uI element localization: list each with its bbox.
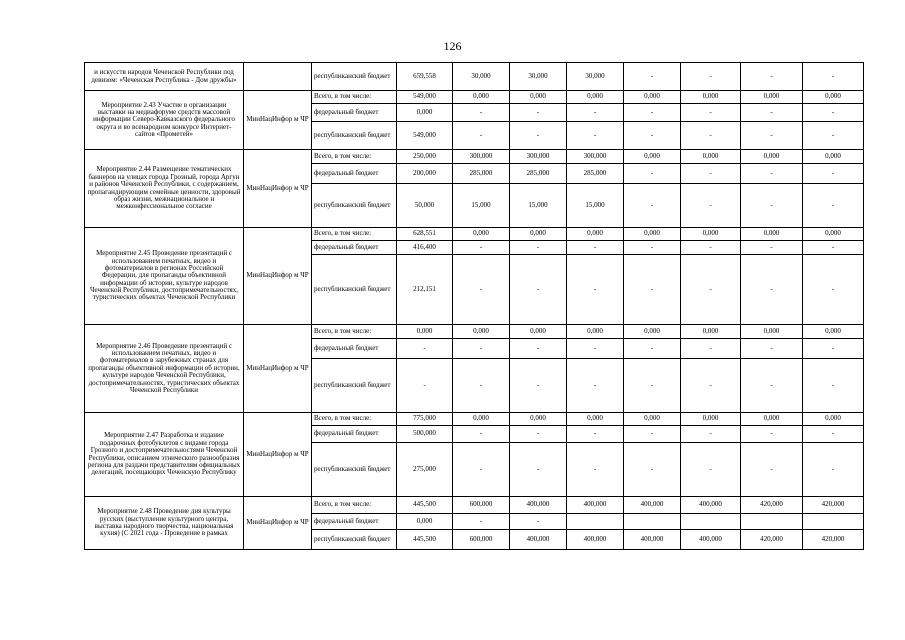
amount-cell: - [741,63,803,91]
amount-cell: 0,000 [741,228,803,241]
amount-cell: 420,000 [741,530,803,550]
amount-cell [803,514,864,530]
amount-cell: 400,000 [567,530,624,550]
funding-source-cell: Всего, в том числе: [312,497,397,514]
executor-cell [244,63,312,91]
amount-cell: 400,000 [624,497,681,514]
funding-source-cell: Всего, в том числе: [312,228,397,241]
amount-cell: - [624,443,681,497]
amount-cell: 0,000 [803,91,864,104]
table-row [85,325,864,339]
funding-source-cell: Всего, в том числе: [312,413,397,426]
amount-cell: 549,000 [397,122,453,150]
amount-cell: 0,000 [741,325,803,339]
amount-cell: 445,500 [397,497,453,514]
amount-cell: - [803,255,864,325]
amount-cell: - [803,359,864,413]
amount-cell: 0,000 [453,325,510,339]
amount-cell [741,514,803,530]
amount-cell: 0,000 [803,413,864,426]
amount-cell: - [681,104,741,122]
table-row [85,91,864,104]
amount-cell: - [453,443,510,497]
amount-cell: - [803,184,864,228]
amount-cell: - [741,255,803,325]
amount-cell: 15,000 [453,184,510,228]
amount-cell: 445,500 [397,530,453,550]
measure-description: Мероприятие 2.43 Участие в организации выставки на медиафоруме средств массовой информации Северо-Кавказского федерального округа и во всенародном конкурсе Интернет-сайтов «Прометей» [85,91,244,150]
amount-cell: - [397,359,453,413]
amount-cell: - [681,426,741,443]
amount-cell [567,514,624,530]
funding-source-cell: республиканский бюджет [312,122,397,150]
amount-cell: 0,000 [453,413,510,426]
amount-cell: 500,000 [397,426,453,443]
amount-cell: 15,000 [567,184,624,228]
amount-cell: - [624,63,681,91]
amount-cell: - [741,104,803,122]
funding-source-cell: республиканский бюджет [312,184,397,228]
executor-cell: МинНацИнфор м ЧР [244,91,312,150]
amount-cell: - [681,122,741,150]
executor-cell: МинНацИнфор м ЧР [244,325,312,413]
amount-cell: - [510,426,567,443]
amount-cell: 285,000 [510,164,567,184]
amount-cell: - [397,339,453,359]
amount-cell: - [567,255,624,325]
amount-cell: 0,000 [453,91,510,104]
amount-cell: 775,000 [397,413,453,426]
funding-source-cell: Всего, в том числе: [312,91,397,104]
amount-cell: 30,000 [567,63,624,91]
amount-cell: 0,000 [681,91,741,104]
amount-cell: - [567,339,624,359]
amount-cell: - [624,122,681,150]
budget-table [84,62,864,550]
funding-source-cell: федеральный бюджет [312,104,397,122]
amount-cell: - [681,339,741,359]
amount-cell: 628,551 [397,228,453,241]
amount-cell: - [624,241,681,255]
table-row [85,497,864,514]
amount-cell: 549,000 [397,91,453,104]
amount-cell: - [803,122,864,150]
amount-cell: - [510,339,567,359]
amount-cell: - [681,164,741,184]
amount-cell: 600,000 [453,497,510,514]
amount-cell: 0,000 [510,325,567,339]
amount-cell: - [453,255,510,325]
amount-cell: 30,000 [453,63,510,91]
amount-cell: 0,000 [681,228,741,241]
amount-cell: 300,000 [567,150,624,164]
funding-source-cell: республиканский бюджет [312,443,397,497]
amount-cell: 0,000 [510,91,567,104]
amount-cell: 15,000 [510,184,567,228]
amount-cell: - [453,241,510,255]
amount-cell: - [681,359,741,413]
amount-cell: 0,000 [741,413,803,426]
funding-source-cell: федеральный бюджет [312,241,397,255]
amount-cell: 0,000 [803,150,864,164]
funding-source-cell: республиканский бюджет [312,359,397,413]
executor-cell: МинНацИнфор м ЧР [244,228,312,325]
amount-cell: - [681,443,741,497]
amount-cell: 0,000 [567,325,624,339]
funding-source-cell: Всего, в том числе: [312,325,397,339]
amount-cell: - [681,255,741,325]
amount-cell: 200,000 [397,164,453,184]
amount-cell: 420,000 [803,497,864,514]
amount-cell: 0,000 [397,104,453,122]
funding-source-cell: федеральный бюджет [312,339,397,359]
amount-cell: 0,000 [681,325,741,339]
amount-cell: 285,000 [453,164,510,184]
amount-cell: - [510,443,567,497]
amount-cell: - [741,241,803,255]
amount-cell: 0,000 [510,413,567,426]
amount-cell: 0,000 [397,514,453,530]
amount-cell [624,514,681,530]
amount-cell: - [624,339,681,359]
amount-cell: - [681,241,741,255]
amount-cell: 0,000 [624,228,681,241]
amount-cell: 285,000 [567,164,624,184]
amount-cell: 0,000 [567,228,624,241]
amount-cell: 0,000 [567,413,624,426]
amount-cell: - [741,184,803,228]
amount-cell: 50,000 [397,184,453,228]
amount-cell: 212,151 [397,255,453,325]
amount-cell: - [741,426,803,443]
amount-cell: - [453,359,510,413]
amount-cell: 420,000 [803,530,864,550]
amount-cell: - [741,122,803,150]
amount-cell: - [567,443,624,497]
amount-cell: 300,000 [510,150,567,164]
amount-cell: 0,000 [624,325,681,339]
amount-cell: 400,000 [681,530,741,550]
page-number: 126 [443,39,462,53]
amount-cell: 400,000 [567,497,624,514]
amount-cell: - [567,122,624,150]
amount-cell: - [624,164,681,184]
amount-cell: 275,000 [397,443,453,497]
amount-cell: - [624,359,681,413]
funding-source-cell: федеральный бюджет [312,426,397,443]
executor-cell: МинНацИнфор м ЧР [244,497,312,550]
funding-source-cell: республиканский бюджет [312,255,397,325]
amount-cell: 0,000 [803,325,864,339]
amount-cell: - [510,241,567,255]
measure-description: и искусств народов Чеченской Республики под девизом: «Чеченская Республика - Дом дружбы» [85,63,244,91]
amount-cell: 0,000 [741,150,803,164]
amount-cell: - [803,164,864,184]
amount-cell: - [741,339,803,359]
amount-cell: 416,400 [397,241,453,255]
amount-cell: - [510,514,567,530]
amount-cell: - [681,184,741,228]
amount-cell: - [510,122,567,150]
amount-cell: - [741,359,803,413]
amount-cell: 0,000 [681,413,741,426]
amount-cell: 600,000 [453,530,510,550]
measure-description: Мероприятие 2.47 Разработка и издание подарочных фотобуклетов с видами города Грозного и достопримечательностями Чеченской Республики, описанием этнического разнообразия региона для раздачи представителям официальных делегаций, посещающих Чеченскую Республику [85,413,244,497]
measure-description: Мероприятие 2.48 Проведение дня культуры русских (выступление культурного центра, выставка народного творчества, национальная кухня) (С 2021 года - Проведение в рамках [85,497,244,550]
amount-cell: 30,000 [510,63,567,91]
table-row [85,228,864,241]
amount-cell: 300,000 [453,150,510,164]
amount-cell: - [453,104,510,122]
amount-cell: 0,000 [803,228,864,241]
amount-cell: - [803,63,864,91]
funding-source-cell: республиканский бюджет [312,530,397,550]
amount-cell: 0,000 [624,150,681,164]
funding-source-cell: республиканский бюджет [312,63,397,91]
amount-cell: - [453,426,510,443]
amount-cell: - [741,443,803,497]
executor-cell: МинНацИнфор м ЧР [244,150,312,228]
amount-cell: - [453,339,510,359]
funding-source-cell: федеральный бюджет [312,164,397,184]
table-row [85,413,864,426]
amount-cell [681,514,741,530]
amount-cell: - [453,122,510,150]
amount-cell: - [567,241,624,255]
amount-cell: 400,000 [624,530,681,550]
table-row [85,63,864,91]
table-row [85,150,864,164]
amount-cell: - [803,443,864,497]
funding-source-cell: федеральный бюджет [312,514,397,530]
amount-cell: 400,000 [510,530,567,550]
amount-cell: - [624,104,681,122]
funding-source-cell: Всего, в том числе: [312,150,397,164]
measure-description: Мероприятие 2.45 Проведение презентаций с использованием печатных, видео и фотоматериалов в регионах Российской Федерации, для пропаганды объективной информации об истории, культуре народов Чеченской Республики, достопримечательностях, туристических объектах Чеченской Республики [85,228,244,325]
amount-cell: - [510,104,567,122]
amount-cell: - [624,184,681,228]
amount-cell: 0,000 [397,325,453,339]
amount-cell: - [624,255,681,325]
amount-cell: - [510,359,567,413]
measure-description: Мероприятие 2.46 Проведение презентаций с использованием печатных, видео и фотоматериалов в зарубежных странах для пропаганды объективной информации об истории, культуре народов Чеченской Республики, достопримечательностях, туристических объектах Чеченской Республики [85,325,244,413]
amount-cell: - [803,104,864,122]
amount-cell: 659,558 [397,63,453,91]
executor-cell: МинНацИнфор м ЧР [244,413,312,497]
amount-cell: - [803,339,864,359]
amount-cell: 0,000 [624,413,681,426]
amount-cell: - [803,241,864,255]
amount-cell: - [803,426,864,443]
amount-cell: - [681,63,741,91]
amount-cell: 400,000 [510,497,567,514]
amount-cell: - [567,426,624,443]
amount-cell: 250,000 [397,150,453,164]
amount-cell: - [510,255,567,325]
amount-cell: - [624,426,681,443]
amount-cell: 0,000 [741,91,803,104]
amount-cell: - [567,104,624,122]
amount-cell: - [741,164,803,184]
amount-cell: - [453,514,510,530]
amount-cell: 0,000 [567,91,624,104]
amount-cell: 0,000 [624,91,681,104]
amount-cell: 400,000 [681,497,741,514]
amount-cell: 420,000 [741,497,803,514]
amount-cell: 0,000 [510,228,567,241]
measure-description: Мероприятие 2.44 Размещение тематических баннеров на улицах города Грозный, города Аргун и районов Чеченской Республики, с содержанием, пропагандирующим семейные ценности, здоровый образ жизни, межнациональное и межконфессиональное согласие [85,150,244,228]
amount-cell: - [567,359,624,413]
amount-cell: 0,000 [453,228,510,241]
amount-cell: 0,000 [681,150,741,164]
